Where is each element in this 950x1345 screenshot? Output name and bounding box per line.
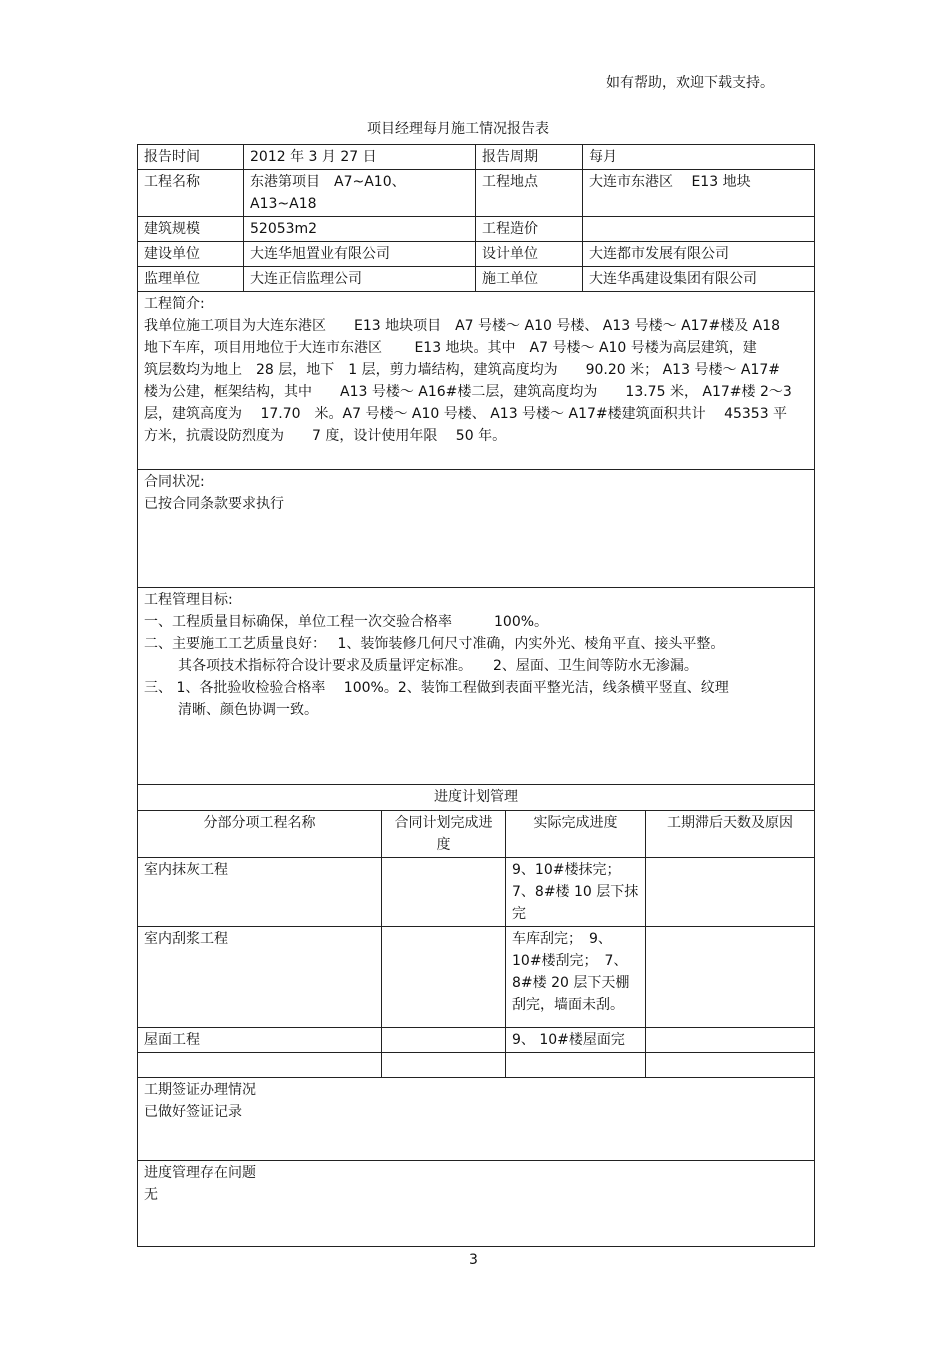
item-actual — [506, 1053, 646, 1078]
goals-label: 工程管理目标: — [144, 592, 233, 608]
item-plan — [382, 1053, 506, 1078]
item-delay — [646, 1028, 815, 1053]
goal-line: 一、工程质量目标确保，单位工程一次交验合格率 100%。 — [144, 614, 549, 630]
goal-line: 清晰、颜色协调一致。 — [178, 702, 318, 718]
report-time-value: 2012 年 3 月 27 日 — [244, 145, 476, 170]
item-name: 室内抹灰工程 — [138, 858, 382, 927]
column-header: 分部分项工程名称 — [138, 811, 382, 858]
item-actual: 9、10#楼抹完；7、8#楼 10 层下抹完 — [506, 858, 646, 927]
goal-line: 二、主要施工工艺质量良好： 1、装饰装修几何尺寸准确，内实外光、棱角平直、接头平整。 — [144, 636, 725, 652]
table-row — [138, 927, 815, 1028]
progress-header-row — [138, 811, 815, 858]
owner-label: 建设单位 — [138, 242, 244, 267]
item-plan — [382, 1028, 506, 1053]
intro-line: 楼为公建，框架结构，其中 A13 号楼～ A16#楼二层，建筑高度均为 13.75 米， A17#楼 2～3 — [144, 384, 792, 400]
building-scale-value: 52053m2 — [244, 217, 476, 242]
project-location-value: 大连市东港区 E13 地块 — [583, 170, 815, 217]
row-supervisor — [138, 267, 815, 292]
table-row — [138, 1053, 815, 1078]
row-contract — [138, 470, 815, 588]
intro-line: 方米，抗震设防烈度为 7 度，设计使用年限 50 年。 — [144, 428, 507, 444]
progress-title: 进度计划管理 — [138, 785, 815, 811]
row-building-scale — [138, 217, 815, 242]
item-delay — [646, 927, 815, 1028]
owner-value: 大连华旭置业有限公司 — [244, 242, 476, 267]
row-issues — [138, 1161, 815, 1247]
intro-line: 地下车库，项目用地位于大连市东港区 E13 地块。其中 A7 号楼～ A10 号楼为高层建筑，建 — [144, 340, 757, 356]
contractor-label: 施工单位 — [476, 267, 583, 292]
column-header: 实际完成进度 — [506, 811, 646, 858]
designer-value: 大连都市发展有限公司 — [583, 242, 815, 267]
table-row — [138, 858, 815, 927]
report-table — [137, 144, 815, 1247]
column-header: 合同计划完成进度 — [382, 811, 506, 858]
goal-line: 其各项技术指标符合设计要求及质量评定标准。 2、屋面、卫生间等防水无渗漏。 — [178, 658, 698, 674]
supervisor-value: 大连正信监理公司 — [244, 267, 476, 292]
report-period-value: 每月 — [583, 145, 815, 170]
row-intro — [138, 292, 815, 470]
page-number: 3 — [469, 1252, 478, 1268]
issues-text: 无 — [144, 1187, 158, 1203]
intro-section — [138, 292, 815, 470]
visa-text: 已做好签证记录 — [144, 1104, 242, 1120]
item-name — [138, 1053, 382, 1078]
project-cost-value — [583, 217, 815, 242]
table-row — [138, 1028, 815, 1053]
item-delay — [646, 1053, 815, 1078]
goals-section — [138, 588, 815, 785]
project-location-label: 工程地点 — [476, 170, 583, 217]
intro-label: 工程简介: — [144, 296, 205, 312]
row-visa — [138, 1078, 815, 1161]
item-name: 屋面工程 — [138, 1028, 382, 1053]
intro-line: 层，建筑高度为 17.70 米。A7 号楼～ A10 号楼、 A13 号楼～ A17#楼建筑面积共计 45353 平 — [144, 406, 788, 422]
header-note: 如有帮助，欢迎下载支持。 — [606, 75, 774, 91]
building-scale-label: 建筑规模 — [138, 217, 244, 242]
item-actual: 车库刮完； 9、 10#楼刮完； 7、 8#楼 20 层下天棚刮完，墙面未刮。 — [506, 927, 646, 1028]
project-name-label: 工程名称 — [138, 170, 244, 217]
row-report-time — [138, 145, 815, 170]
designer-label: 设计单位 — [476, 242, 583, 267]
intro-line: 我单位施工项目为大连东港区 E13 地块项目 A7 号楼～ A10 号楼、 A13 号楼～ A17#楼及 A18 — [144, 318, 781, 334]
project-name-value: 东港第项目 A7~A10、A13~A18 — [244, 170, 476, 217]
item-plan — [382, 858, 506, 927]
column-header: 工期滞后天数及原因 — [646, 811, 815, 858]
row-progress-title — [138, 785, 815, 811]
goal-line: 三、 1、各批验收检验合格率 100%。2、装饰工程做到表面平整光洁，线条横平竖直、纹理 — [144, 680, 729, 696]
document-title: 项目经理每月施工情况报告表 — [367, 121, 549, 137]
contract-section — [138, 470, 815, 588]
issues-section — [138, 1161, 815, 1247]
contract-text: 已按合同条款要求执行 — [144, 496, 284, 512]
intro-line: 筑层数均为地上 28 层，地下 1 层，剪力墙结构，建筑高度均为 90.20 米； A13 号楼～ A17# — [144, 362, 781, 378]
item-name: 室内刮浆工程 — [138, 927, 382, 1028]
item-delay — [646, 858, 815, 927]
issues-label: 进度管理存在问题 — [144, 1165, 256, 1181]
row-project-name — [138, 170, 815, 217]
item-plan — [382, 927, 506, 1028]
row-owner — [138, 242, 815, 267]
report-time-label: 报告时间 — [138, 145, 244, 170]
visa-section — [138, 1078, 815, 1161]
supervisor-label: 监理单位 — [138, 267, 244, 292]
report-period-label: 报告周期 — [476, 145, 583, 170]
contractor-value: 大连华禹建设集团有限公司 — [583, 267, 815, 292]
visa-label: 工期签证办理情况 — [144, 1082, 256, 1098]
row-goals — [138, 588, 815, 785]
contract-label: 合同状况: — [144, 474, 205, 490]
project-cost-label: 工程造价 — [476, 217, 583, 242]
item-actual: 9、 10#楼屋面完 — [506, 1028, 646, 1053]
